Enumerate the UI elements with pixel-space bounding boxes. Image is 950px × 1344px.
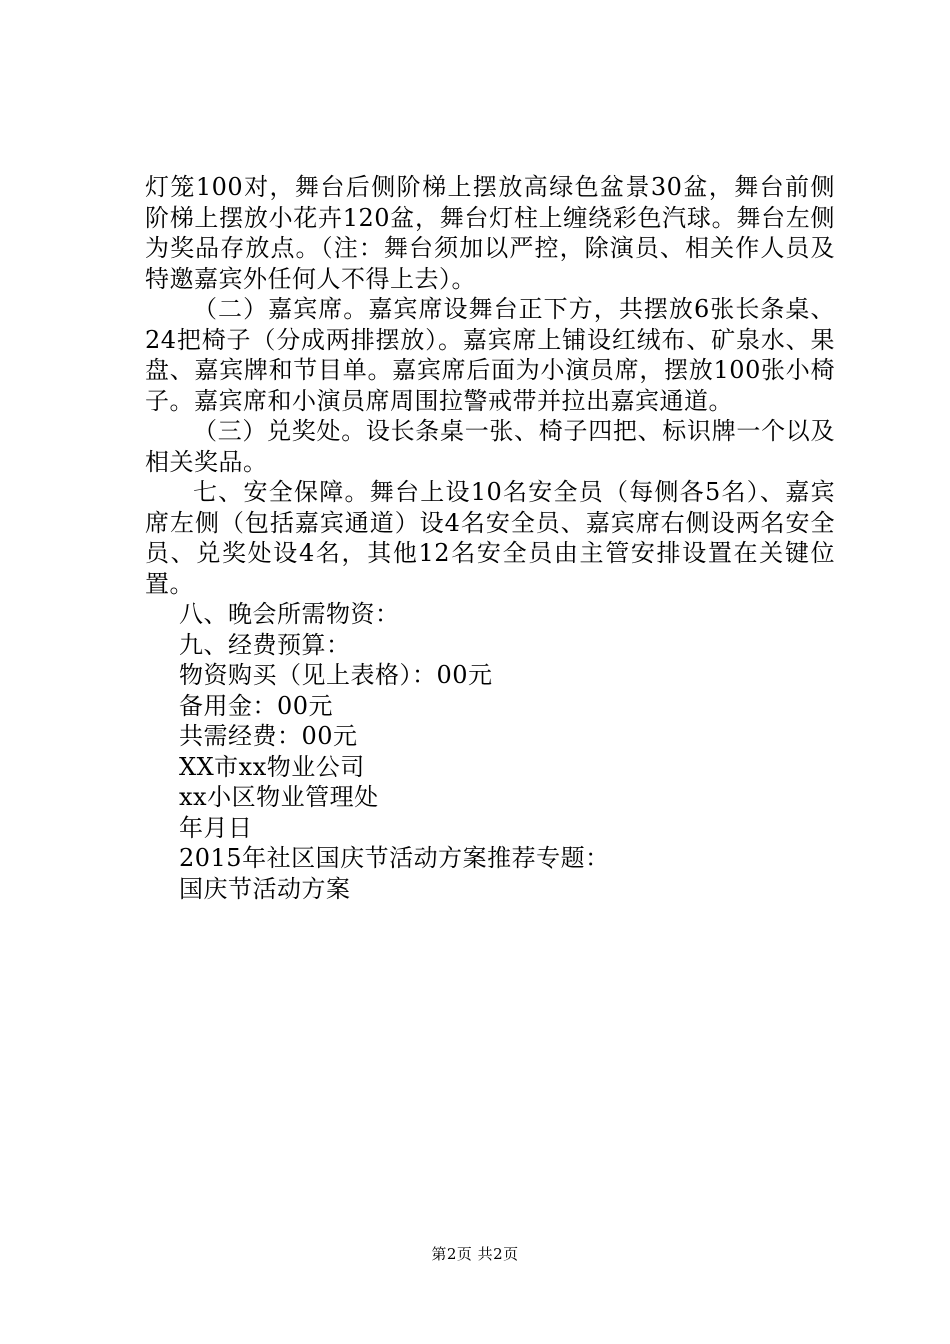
line-materials-heading: 八、晚会所需物资： — [179, 600, 400, 628]
line-reserve-fund: 备用金：00元 — [179, 691, 334, 720]
paragraph-guest-seating: （二）嘉宾席。嘉宾席设舞台正下方，共摆放6张长条桌、24把椅子（分成两排摆放）。嘉宾席上铺设红绒布、矿泉水、果盘、嘉宾牌和节目单。嘉宾席后面为小演员席，摆放100张小椅子。嘉宾席和小演员席周围拉警戒带并拉出嘉宾通道。 — [145, 295, 835, 415]
document-body — [145, 172, 835, 904]
page-number-footer: 第2页 共2页 — [431, 1245, 519, 1263]
line-company-name: XX市xx物业公司 — [179, 752, 365, 781]
line-management-office: xx小区物业管理处 — [179, 783, 379, 811]
line-date: 年月日 — [179, 813, 253, 842]
paragraph-prize-desk: （三）兑奖处。设长条桌一张、椅子四把、标识牌一个以及相关奖品。 — [145, 417, 835, 476]
line-topic-link: 国庆节活动方案 — [179, 874, 351, 903]
paragraph-security: 七、安全保障。舞台上设10名安全员（每侧各5名）、嘉宾席左侧（包括嘉宾通道）设4名安全员、嘉宾席右侧设两名安全员、兑奖处设4名，其他12名安全员由主管安排设置在关键位置。 — [145, 478, 835, 598]
line-recommended-topic: 2015年社区国庆节活动方案推荐专题： — [179, 844, 610, 872]
line-total-cost: 共需经费：00元 — [179, 722, 358, 750]
line-budget-heading: 九、经费预算： — [179, 630, 351, 659]
line-materials-cost: 物资购买（见上表格）：00元 — [179, 661, 493, 689]
paragraph-stage-decoration: 灯笼100对，舞台后侧阶梯上摆放高绿色盆景30盆，舞台前侧阶梯上摆放小花卉120盆，舞台灯柱上缠绕彩色汽球。舞台左侧为奖品存放点。（注：舞台须加以严控，除演员、相关作人员及特邀嘉宾外任何人不得上去）。 — [145, 173, 835, 293]
